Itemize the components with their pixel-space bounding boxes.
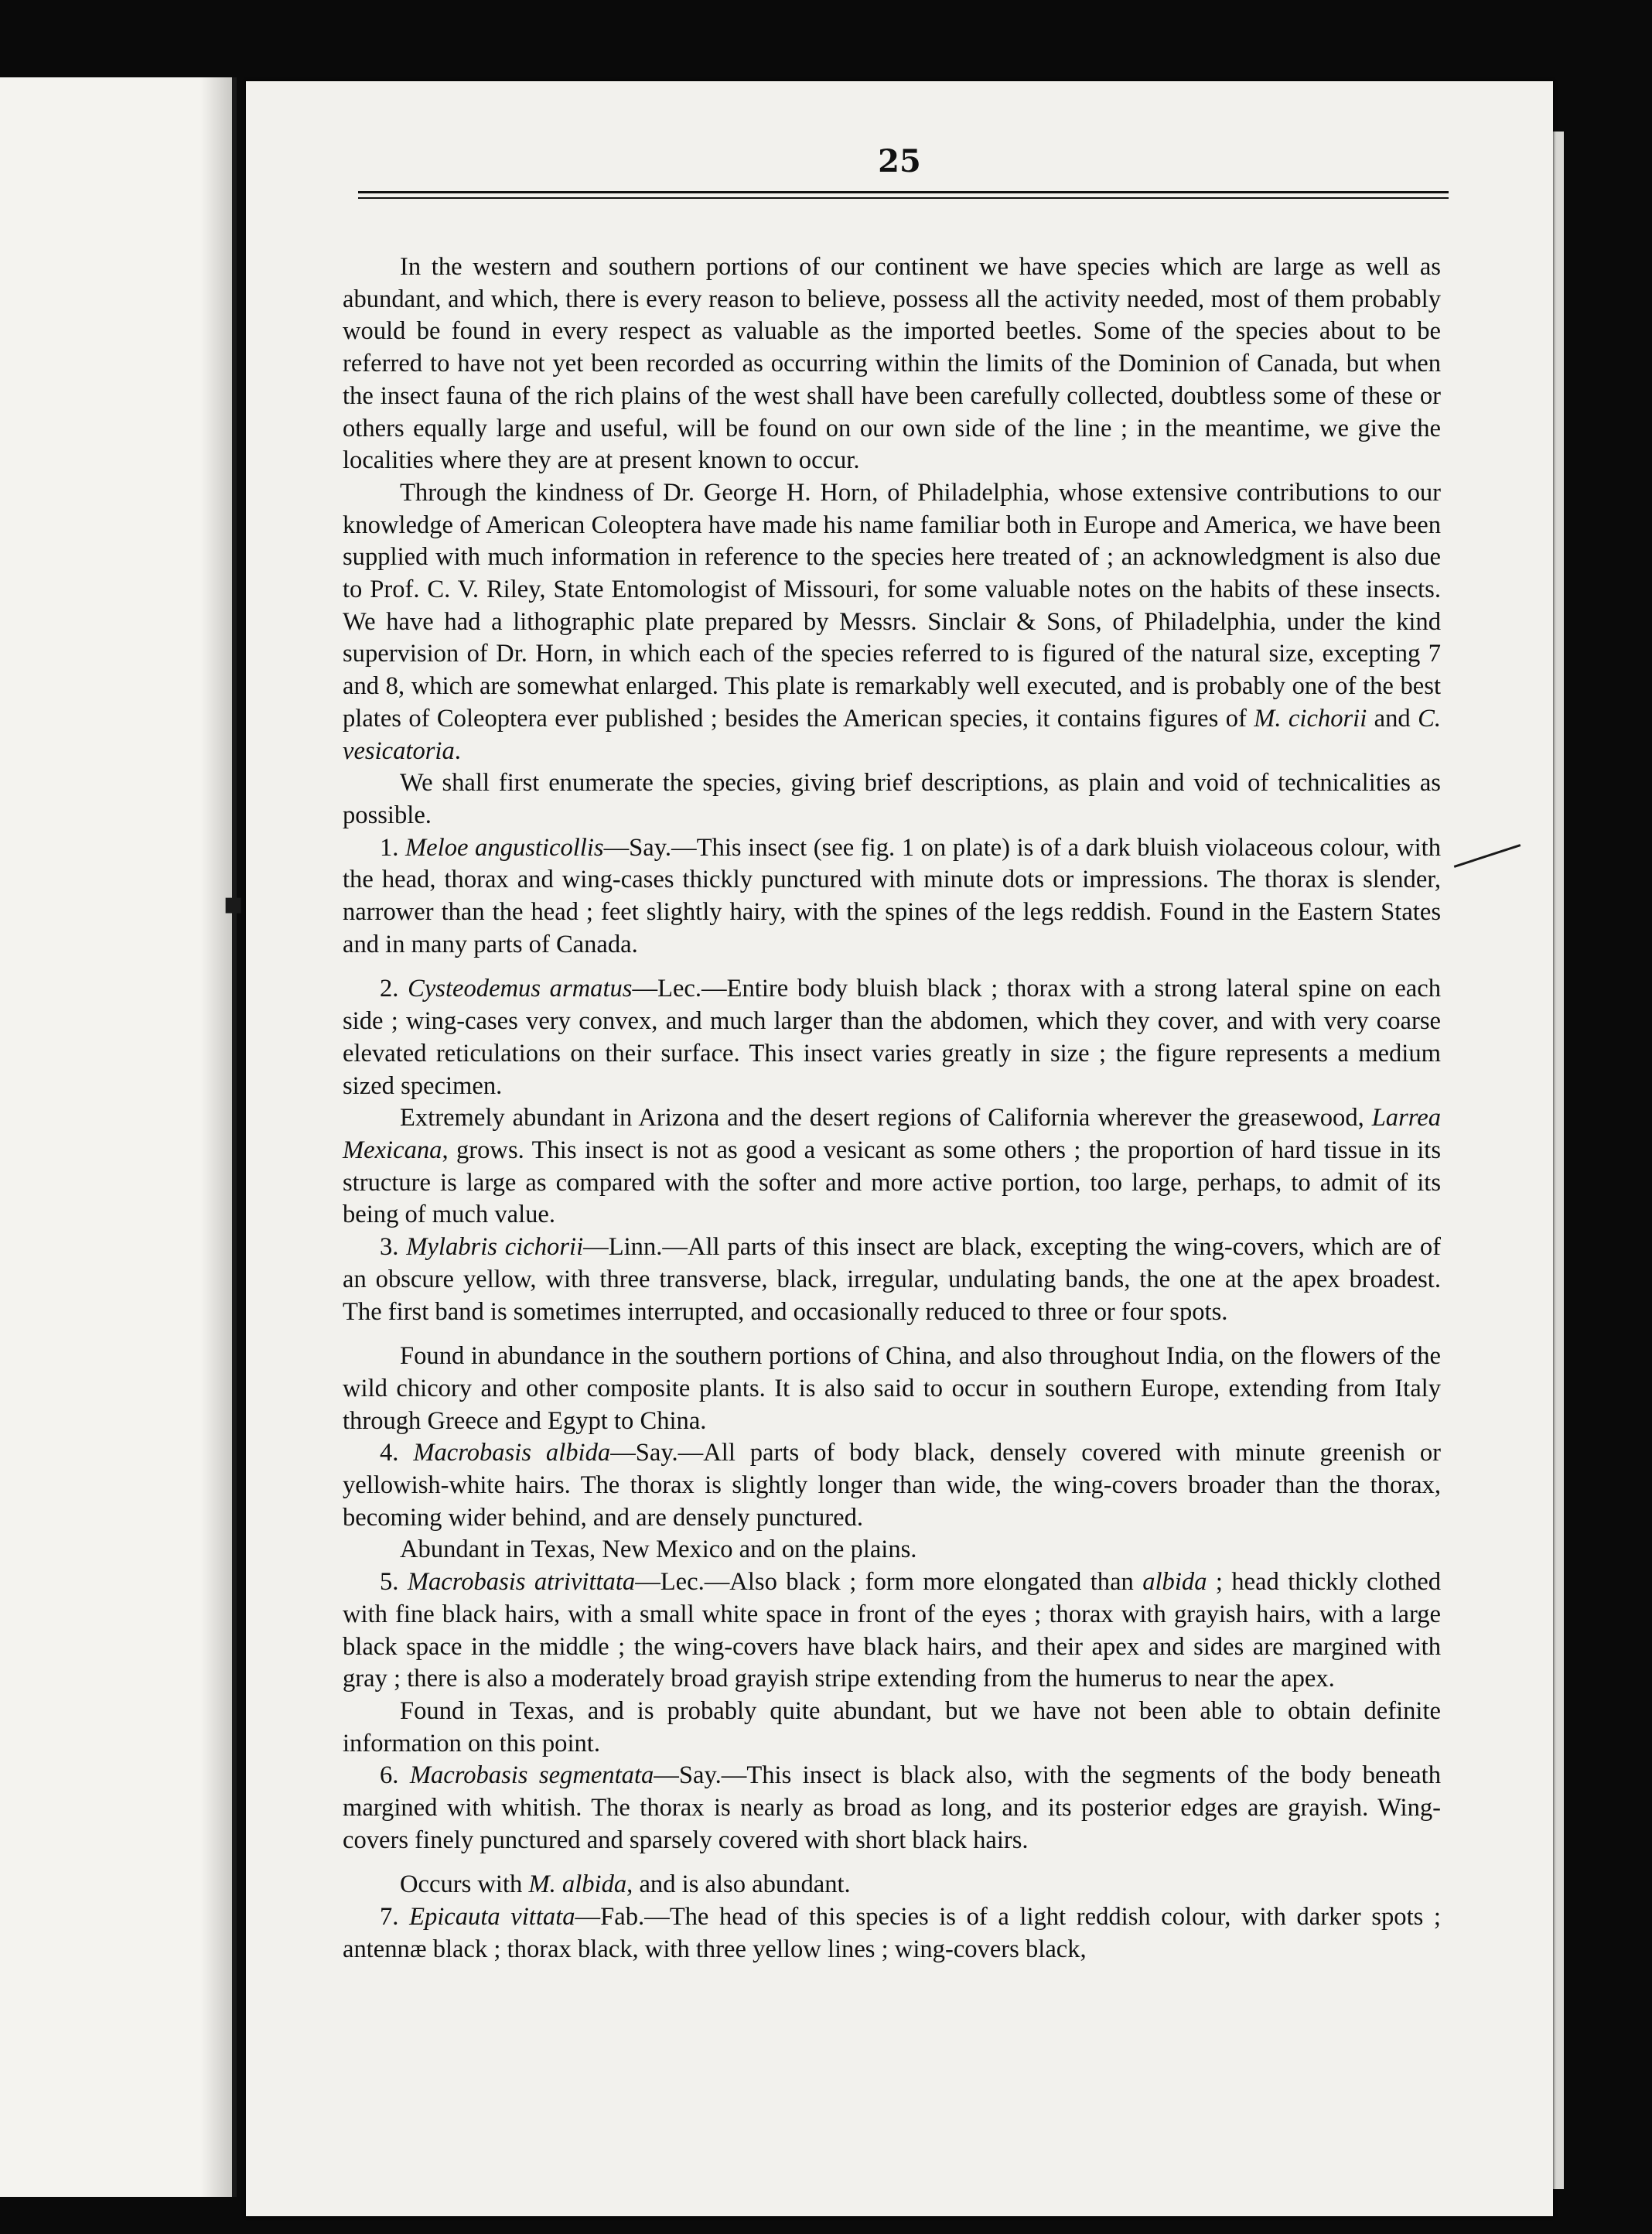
species-entry: 6. Macrobasis segmentata—Say.—This insect is black also, with the segments of the body beneath margined with whitish. The thorax is nearly as broad as long, and its posterior edges are grayish. Wing-covers finely punctured and sparsely covered with short black hairs.: [343, 1761, 1441, 1854]
paragraph: Through the kindness of Dr. George H. Horn, of Philadelphia, whose extensive contributions to our knowledge of American Coleoptera have made his name familiar both in Europe and America, we have been supplied with much information in reference to the species here treated of ; an acknowledgment is also due to Prof. C. V. Riley, State Entomologist of Missouri, for some valuable notes on the habits of these insects. We have had a lithographic plate prepared by Messrs. Sinclair & Sons, of Philadelphia, under the kind supervision of Dr. Horn, in which each of the species referred to is figured of the natural size, excepting 7 and 8, which are somewhat enlarged. This plate is remarkably well executed, and is probably one of the best plates of Coleoptera ever published ; besides the American species, it contains figures of M. cichorii and C. vesicatoria.: [343, 478, 1441, 765]
species-name: Mylabris cichorii: [406, 1233, 584, 1262]
species-entry: 5. Macrobasis atrivittata—Lec.—Also black ; form more elongated than albida ; head thickly clothed with fine black hairs, with a small white space in front of the eyes ; thorax with grayish hairs, with a large black space in the middle ; the wing-covers have black hairs, and their apex and sides are margined with gray ; there is also a moderately broad grayish stripe extending from the humerus to near the apex.: [343, 1568, 1441, 1693]
paragraph: Abundant in Texas, New Mexico and on the plains.: [400, 1535, 917, 1564]
species-entry: 7. Epicauta vittata—Fab.—The head of this species is of a light reddish colour, with darker spots ; antennæ black ; thorax black, with three yellow lines ; wing-covers black,: [343, 1903, 1441, 1963]
page-fold: [201, 77, 232, 2197]
body-text: [343, 251, 1441, 1966]
species-name: Macrobasis atrivittata: [407, 1568, 636, 1597]
page-edge: [1553, 132, 1564, 2189]
species-name: Cysteodemus armatus: [408, 975, 633, 1003]
species-entry: 3. Mylabris cichorii—Linn.—All parts of this insect are black, excepting the wing-covers, which are of an obscure yellow, with three transverse, black, irregular, undulating bands, the one at the apex broadest. The first band is sometimes interrupted, and occasionally reduced to three or four spots.: [343, 1233, 1441, 1326]
book-page: [223, 81, 1553, 2216]
pencil-mark: [1454, 844, 1521, 868]
paragraph: Found in Texas, and is probably quite abundant, but we have not been able to obtain definite information on this point.: [343, 1696, 1441, 1757]
paragraph: Found in abundance in the southern portions of China, and also throughout India, on the flowers of the wild chicory and other composite plants. It is also said to occur in southern Europe, extending from Italy through Greece and Egypt to China.: [343, 1342, 1441, 1435]
header-rule-bottom: [358, 197, 1449, 199]
page-number: 25: [878, 143, 921, 179]
species-entry: 4. Macrobasis albida—Say.—All parts of body black, densely covered with minute greenish or yellowish-white hairs. The thorax is slightly longer than wide, the wing-covers broader than the thorax, becoming wider behind, and are densely punctured.: [343, 1439, 1441, 1532]
species-entry: 1. Meloe angusticollis—Say.—This insect (see fig. 1 on plate) is of a dark bluish violaceous colour, with the head, thorax and wing-cases thickly punctured with minute dots or impressions. The thorax is slender, narrower than the head ; feet slightly hairy, with the spines of the legs reddish. Found in the Eastern States and in many parts of Canada.: [343, 833, 1441, 958]
species-entry: 2. Cysteodemus armatus—Lec.—Entire body bluish black ; thorax with a strong lateral spine on each side ; wing-cases very convex, and much larger than the abdomen, which they cover, and with very coarse elevated reticulations on their surface. This insect varies greatly in size ; the figure represents a medium sized specimen.: [343, 975, 1441, 1100]
species-name: Meloe angusticollis: [405, 833, 604, 862]
paragraph: Occurs with M. albida, and is also abundant.: [400, 1870, 851, 1899]
header-rule-top: [358, 191, 1449, 193]
species-name: Macrobasis segmentata: [409, 1761, 654, 1790]
paragraph: Extremely abundant in Arizona and the desert regions of California wherever the greasewood, Larrea Mexicana, grows. This insect is not as good a vesicant as some others ; the proportion of hard tissue in its structure is large as compared with the softer and more active portion, too large, perhaps, to admit of its being of much value.: [343, 1104, 1441, 1229]
ink-mark: ▪: [223, 886, 244, 921]
paragraph: In the western and southern portions of our continent we have species which are large as well as abundant, and which, there is every reason to believe, possess all the activity needed, most of them probably would be found in every respect as valuable as the imported beetles. Some of the species about to be referred to have not yet been recorded as occurring within the limits of the Dominion of Canada, but when the insect fauna of the rich plains of the west shall have been carefully collected, doubtless some of these or others equally large and useful, will be found on our own side of the line ; in the meantime, we give the localities where they are at present known to occur.: [343, 253, 1441, 475]
facing-page: [0, 77, 237, 2197]
species-name: Macrobasis albida: [413, 1439, 611, 1467]
paragraph: We shall first enumerate the species, giving brief descriptions, as plain and void of technicalities as possible.: [343, 769, 1441, 829]
species-name: Epicauta vittata: [409, 1903, 575, 1932]
